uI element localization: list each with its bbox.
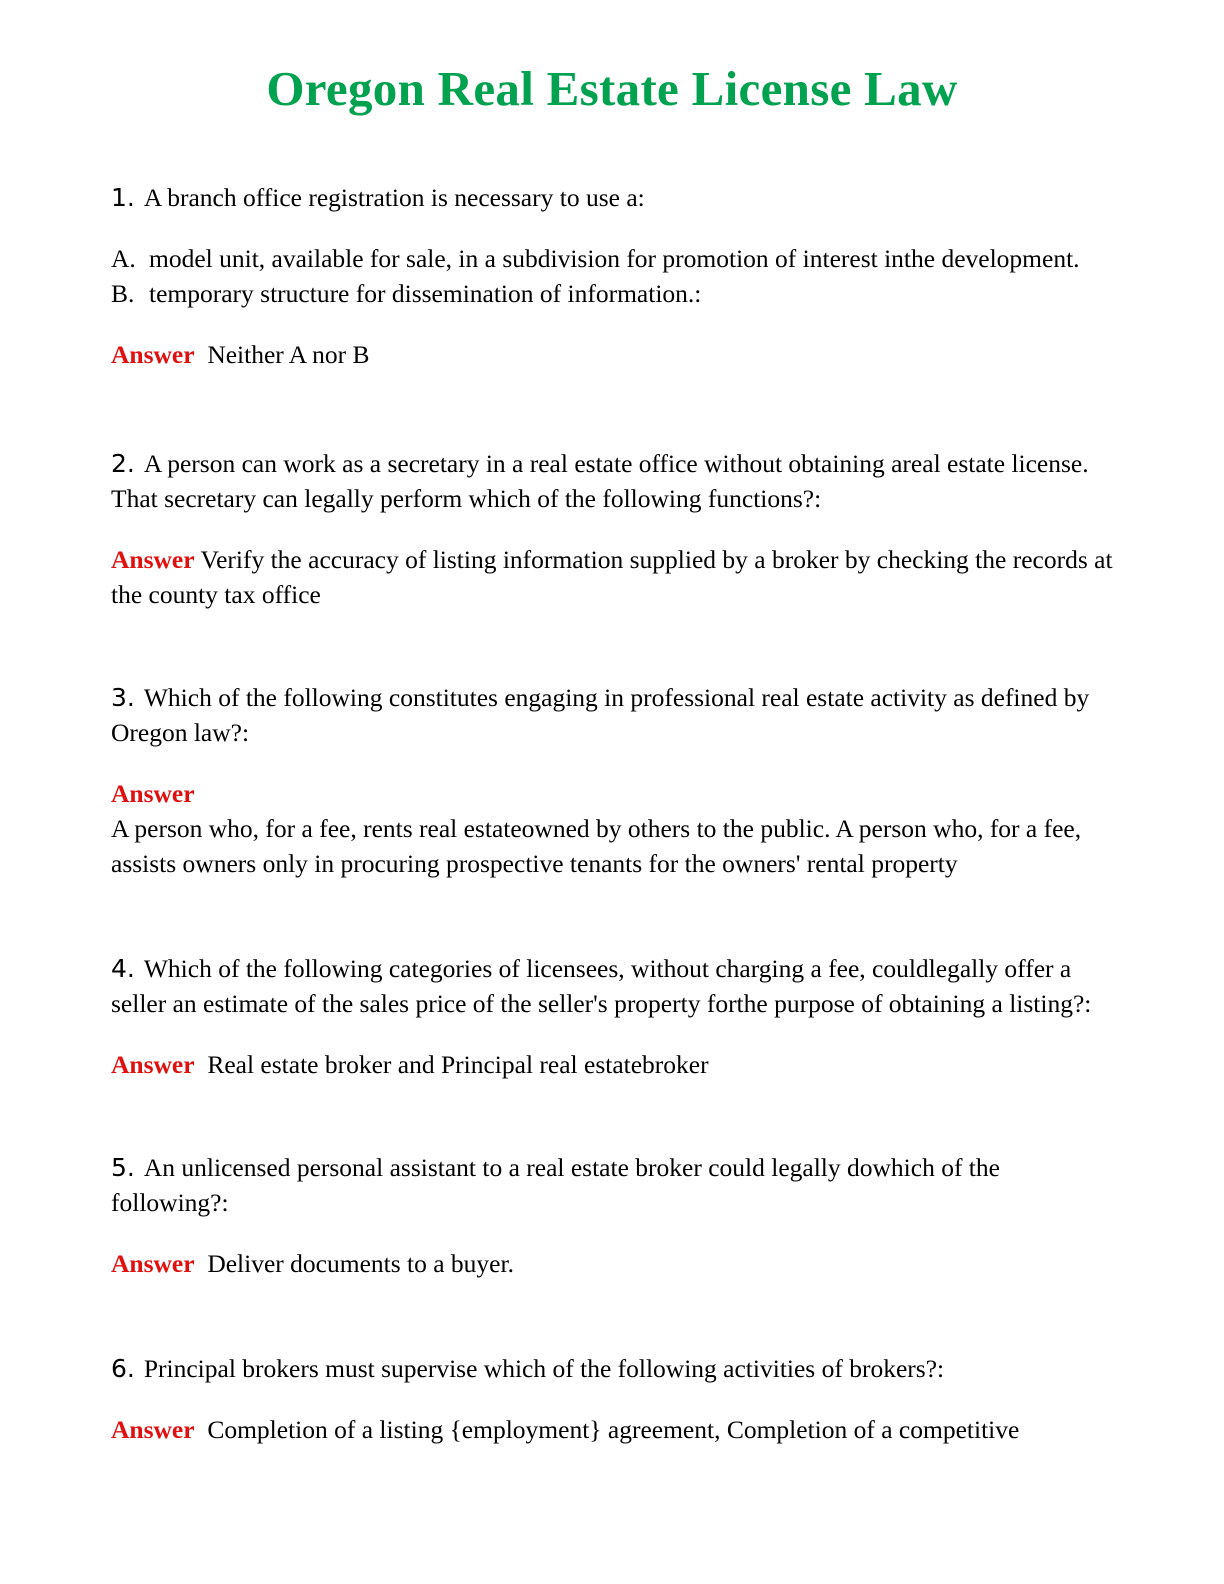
question-line-6 [111, 1351, 1123, 1386]
question-block-1 [111, 180, 1123, 372]
answer-text-2: Verify the accuracy of listing information supplied by a broker by checking the records at the county tax office [111, 545, 1113, 609]
answer-line-1 [111, 337, 1123, 372]
answer-text-3: A person who, for a fee, rents real estateowned by others to the public. A person who, for a fee, assists owners only in procuring prospective tenants for the owners' rental property [111, 814, 1082, 878]
option-b-1 [111, 276, 1123, 311]
option-letter-b: B. [111, 279, 135, 308]
question-number-4: 4. [111, 954, 135, 983]
answer-label-6: Answer [111, 1415, 195, 1444]
answer-text-4: Real estate broker and Principal real estatebroker [207, 1050, 709, 1079]
question-block-5 [111, 1150, 1123, 1281]
question-text-1: A branch office registration is necessary to use a: [143, 183, 645, 212]
option-a-1 [111, 241, 1123, 276]
question-line-4 [111, 951, 1123, 1021]
document-body [111, 180, 1123, 1465]
answer-label-line-3 [111, 776, 1123, 811]
question-line-5 [111, 1150, 1123, 1220]
option-text-a: model unit, available for sale, in a subdivision for promotion of interest inthe development. [149, 244, 1080, 273]
question-block-4 [111, 951, 1123, 1082]
question-block-3 [111, 680, 1123, 881]
question-block-2 [111, 446, 1123, 612]
answer-label-2: Answer [111, 545, 195, 574]
question-number-1: 1. [111, 183, 135, 212]
answer-text-5: Deliver documents to a buyer. [207, 1249, 514, 1278]
answer-label-4: Answer [111, 1050, 195, 1079]
option-text-b: temporary structure for dissemination of information.: [149, 279, 702, 308]
answer-label-3: Answer [111, 779, 195, 808]
question-line-2 [111, 446, 1123, 516]
option-letter-a: A. [111, 244, 136, 273]
answer-line-5 [111, 1246, 1123, 1281]
question-number-5: 5. [111, 1153, 135, 1182]
answer-label-1: Answer [111, 340, 195, 369]
question-text-6: Principal brokers must supervise which of the following activities of brokers?: [143, 1354, 945, 1383]
answer-line-4 [111, 1047, 1123, 1082]
question-number-2: 2. [111, 449, 135, 478]
question-text-5: An unlicensed personal assistant to a real estate broker could legally dowhich of the following?: [111, 1153, 1000, 1217]
answer-line-2 [111, 542, 1123, 612]
question-number-6: 6. [111, 1354, 135, 1383]
question-text-3: Which of the following constitutes engaging in professional real estate activity as defined by Oregon law?: [111, 683, 1090, 747]
question-text-4: Which of the following categories of licensees, without charging a fee, couldlegally offer a seller an estimate of the sales price of the seller's property forthe purpose of obtaining a listing?: [111, 954, 1092, 1018]
answer-text-6: Completion of a listing {employment} agreement, Completion of a competitive [207, 1415, 1020, 1444]
question-line-1 [111, 180, 1123, 215]
answer-line-6 [111, 1412, 1123, 1447]
answer-label-5: Answer [111, 1249, 195, 1278]
question-number-3: 3. [111, 683, 135, 712]
question-block-6 [111, 1351, 1123, 1447]
answer-text-line-3 [111, 811, 1123, 881]
answer-text-1: Neither A nor B [207, 340, 370, 369]
question-line-3 [111, 680, 1123, 750]
page-title: Oregon Real Estate License Law [266, 61, 958, 116]
question-text-2: A person can work as a secretary in a real estate office without obtaining areal estate license. That secretary can legally perform which of the following functions?: [111, 449, 1089, 513]
